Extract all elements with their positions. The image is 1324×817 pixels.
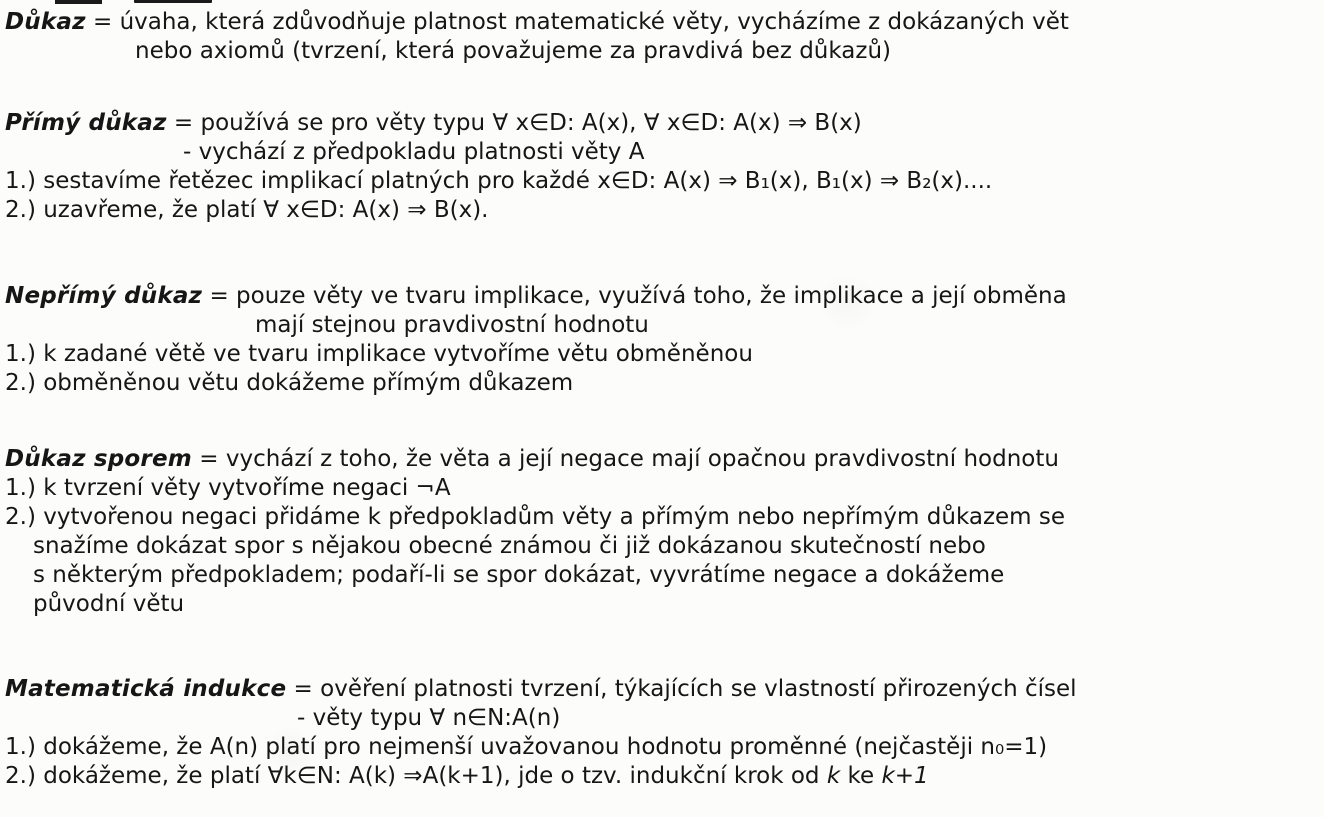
text-segment: 2.) vytvořenou negaci přidáme k předpokladům věty a přímým nebo nepřímým důkazem se [5,504,1066,530]
text-line [0,282,1324,311]
text-segment: nebo axiomů (tvrzení, která považujeme za pravdivá bez důkazů) [135,38,892,64]
text-line [0,37,1324,66]
text-segment: 2.) dokážeme, že platí ∀k∈N: A(k) ⇒A(k+1), jde o tzv. indukční krok od [5,763,827,789]
text-line [0,503,1324,532]
text-line [0,340,1324,369]
text-segment: = vychází z toho, že věta a její negace mají opačnou pravdivostní hodnotu [191,446,1059,472]
section-dukaz-sporem [0,445,1324,619]
text-segment: 1.) k tvrzení věty vytvoříme negaci ¬A [5,475,451,501]
text-line [0,8,1324,37]
text-segment: = používá se pro věty typu ∀ x∈D: A(x), ∀ x∈D: A(x) ⇒ B(x) [166,110,862,136]
text-segment: 1.) k zadané větě ve tvaru implikace vytvoříme větu obměněnou [5,341,753,367]
text-line [0,196,1324,225]
text-segment: ke [840,763,882,789]
text-segment: = úvaha, která zdůvodňuje platnost matematické věty, vycházíme z dokázaných vět [85,9,1069,35]
text-segment: s některým předpokladem; podaří-li se spor dokázat, vyvrátíme negace a dokážeme [33,562,1005,588]
term-heading: Důkaz [5,9,86,35]
text-segment: - věty typu ∀ n∈N:A(n) [297,705,561,731]
text-line [0,762,1324,791]
scan-artifact [55,0,102,4]
text-segment: 1.) sestavíme řetězec implikací platných pro každé x∈D: A(x) ⇒ B₁(x), B₁(x) ⇒ B₂(x).... [5,168,993,194]
text-segment: - vychází z předpokladu platnosti věty A [183,139,645,165]
text-segment: = pouze věty ve tvaru implikace, využívá toho, že implikace a její obměna [202,283,1067,309]
section-dukaz [0,8,1324,66]
text-line [0,109,1324,138]
text-segment: 2.) uzavřeme, že platí ∀ x∈D: A(x) ⇒ B(x). [5,197,489,223]
section-matematicka-indukce [0,675,1324,791]
text-segment: = ověření platnosti tvrzení, týkajících se vlastností přirozených čísel [286,676,1077,702]
section-neprimy-dukaz [0,282,1324,398]
text-segment: původní větu [33,591,185,617]
text-line [0,561,1324,590]
term-heading: Nepřímý důkaz [5,283,203,309]
text-segment: k+1 [881,763,929,789]
text-line [0,138,1324,167]
text-line [0,590,1324,619]
text-segment: snažíme dokázat spor s nějakou obecné známou či již dokázanou skutečností nebo [33,533,986,559]
text-line [0,311,1324,340]
section-primy-dukaz [0,109,1324,225]
text-segment: 1.) dokážeme, že A(n) platí pro nejmenší uvažovanou hodnotu proměnné (nejčastěji n₀=1) [5,734,1048,760]
term-heading: Přímý důkaz [5,110,167,136]
text-segment: mají stejnou pravdivostní hodnotu [255,312,649,338]
text-line [0,369,1324,398]
text-line [0,704,1324,733]
text-line [0,675,1324,704]
document-content [0,8,1324,791]
text-line [0,474,1324,503]
text-segment: k [826,763,841,789]
term-heading: Matematická indukce [5,676,287,702]
term-heading: Důkaz sporem [5,446,192,472]
scan-artifact [134,0,212,3]
text-segment: 2.) obměněnou větu dokážeme přímým důkazem [5,370,574,396]
text-line [0,445,1324,474]
text-line [0,733,1324,762]
text-line [0,167,1324,196]
text-line [0,532,1324,561]
